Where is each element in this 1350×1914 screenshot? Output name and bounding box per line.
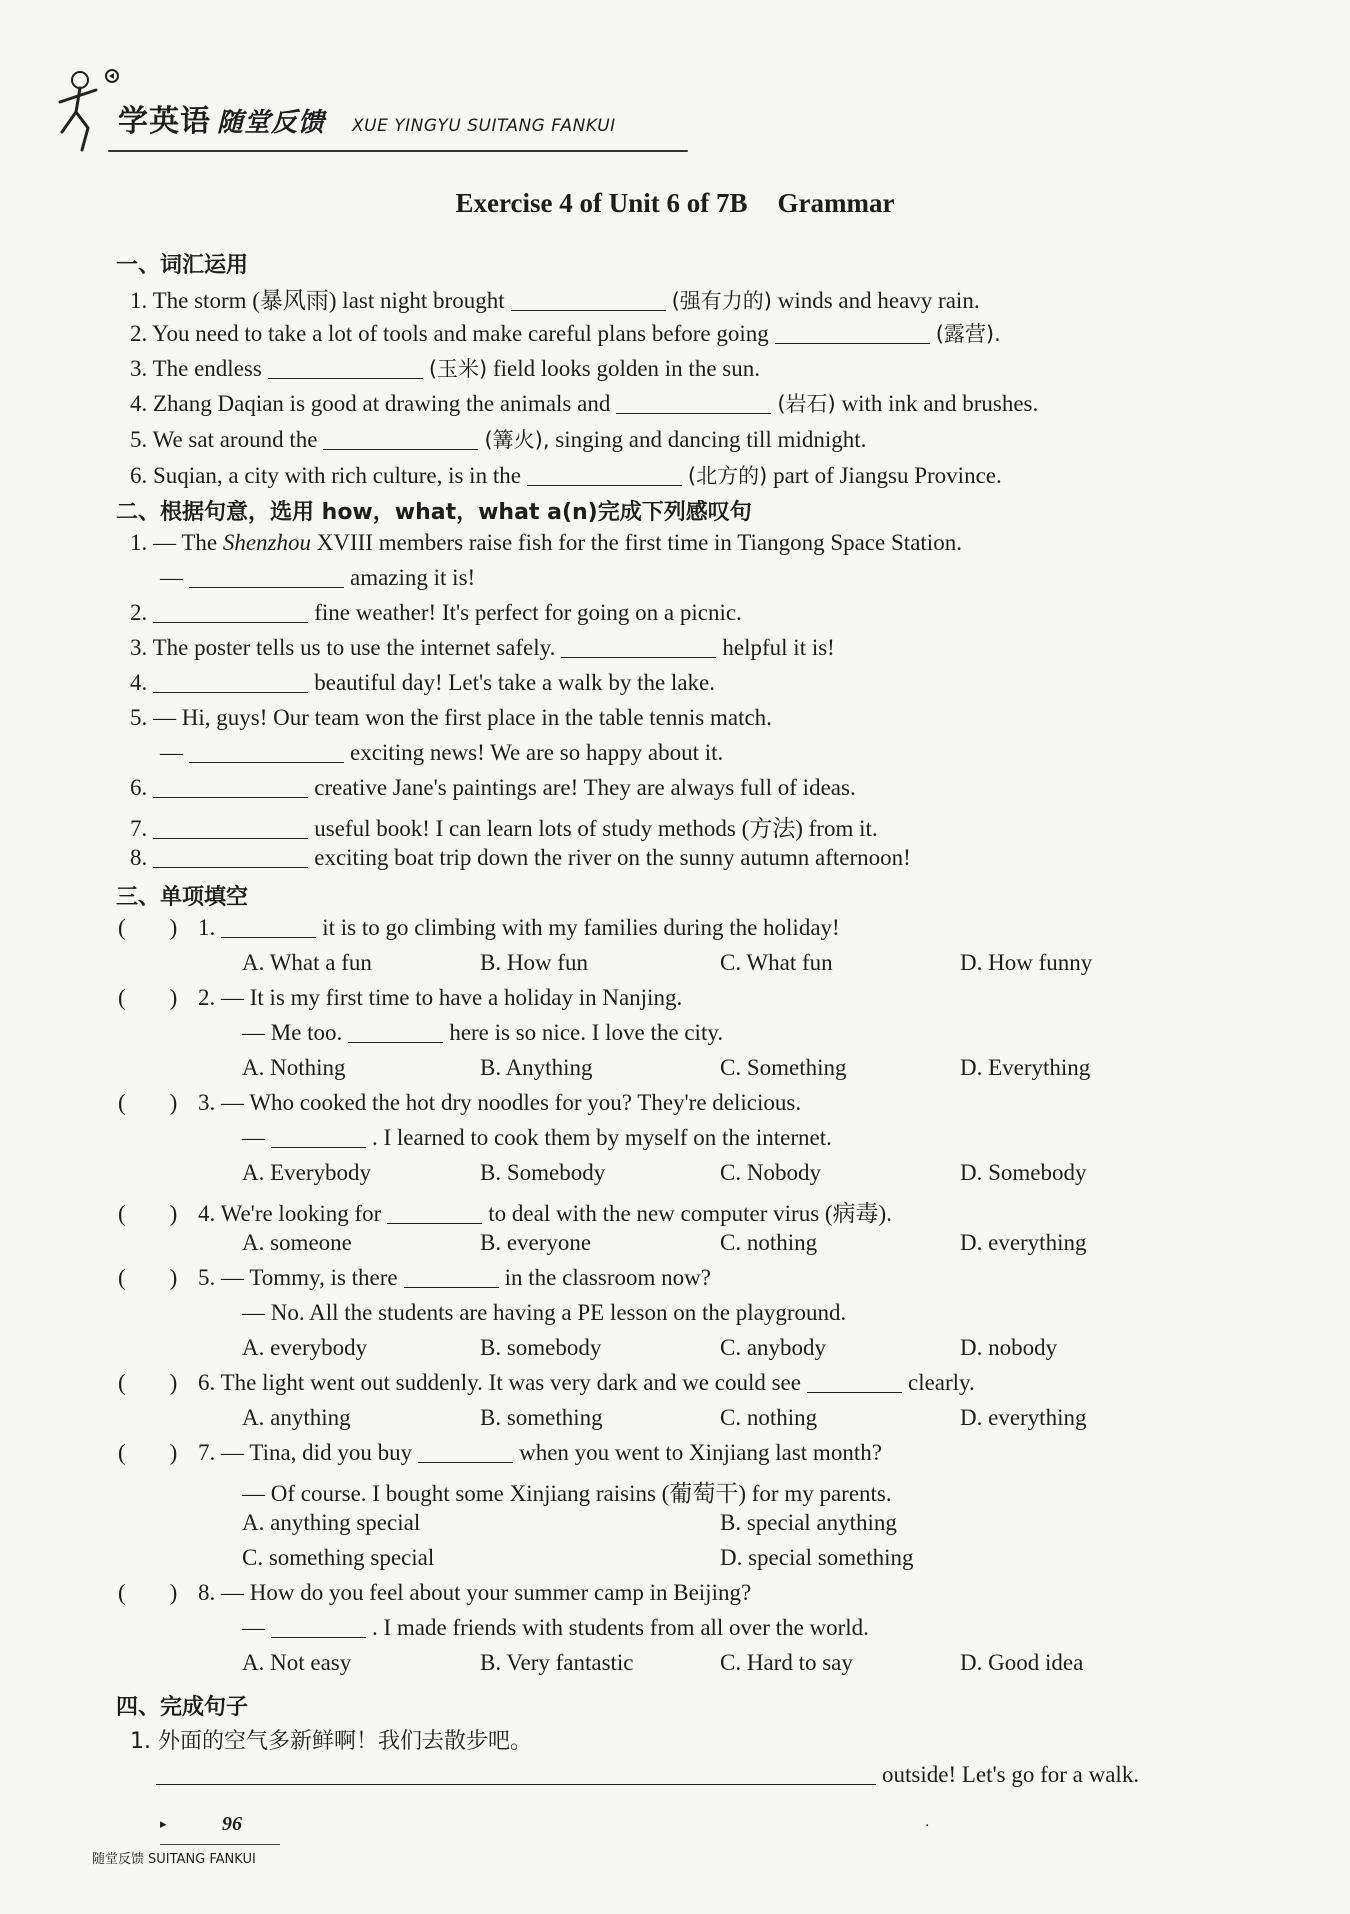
answer-paren[interactable]: ( ) xyxy=(118,1090,178,1115)
answer-blank[interactable] xyxy=(511,288,666,311)
mc-2-option-b[interactable]: B. Anything xyxy=(480,1055,593,1080)
answer-blank[interactable] xyxy=(156,1762,876,1785)
answer-paren[interactable]: ( ) xyxy=(118,1580,178,1605)
mc-5-option-d[interactable]: D. nobody xyxy=(960,1335,1058,1360)
exclaim-item-3: 3. The poster tells us to use the internet safely. helpful it is! xyxy=(130,635,835,660)
exclaim-item-1b: — amazing it is! xyxy=(160,565,476,590)
mc-1-option-c[interactable]: C. What fun xyxy=(720,950,833,975)
mc-question-2-reply: — Me too. here is so nice. I love the city. xyxy=(242,1020,724,1045)
answer-blank[interactable] xyxy=(189,565,344,588)
section-heading-1: 一、词汇运用 xyxy=(116,253,249,278)
footer-brand-pinyin: SUITANG FANKUI xyxy=(148,1852,256,1867)
mc-1-option-d[interactable]: D. How funny xyxy=(960,950,1093,975)
header-pinyin: XUE YINGYU SUITANG FANKUI xyxy=(352,116,616,136)
mc-question-6: ( ) 6. The light went out suddenly. It was very dark and we could see clearly. xyxy=(118,1370,975,1395)
answer-blank[interactable] xyxy=(527,463,682,486)
answer-blank[interactable] xyxy=(418,1440,513,1463)
mc-8-option-b[interactable]: B. Very fantastic xyxy=(480,1650,634,1675)
vocab-item-1: 1. The storm (暴风雨) last night brought (强有力的) winds and heavy rain. xyxy=(130,288,980,313)
mc-question-5-reply: — No. All the students are having a PE lesson on the playground. xyxy=(242,1300,847,1325)
title-topic: Grammar xyxy=(777,188,895,218)
mc-4-option-d[interactable]: D. everything xyxy=(960,1230,1087,1255)
answer-blank[interactable] xyxy=(221,915,316,938)
arrow-icon: ▸ xyxy=(160,1817,167,1832)
header-logo xyxy=(52,62,642,162)
vocab-item-5: 5. We sat around the (篝火), singing and dancing till midnight. xyxy=(130,427,867,452)
exclaim-item-7: 7. useful book! I can learn lots of study methods (方法) from it. xyxy=(130,816,878,841)
translate-item-1-answer: outside! Let's go for a walk. xyxy=(150,1762,1139,1788)
mc-question-8: ( ) 8. — How do you feel about your summer camp in Beijing? xyxy=(118,1580,752,1605)
answer-paren[interactable]: ( ) xyxy=(118,915,178,940)
vocab-item-4: 4. Zhang Daqian is good at drawing the animals and (岩石) with ink and brushes. xyxy=(130,391,1039,416)
mc-7-option-d[interactable]: D. special something xyxy=(720,1545,914,1570)
answer-blank[interactable] xyxy=(153,775,308,798)
answer-paren[interactable]: ( ) xyxy=(118,1201,178,1226)
answer-blank[interactable] xyxy=(561,635,716,658)
runner-icon xyxy=(52,62,122,162)
logo-main: 学英语 xyxy=(118,104,211,139)
footer-rule xyxy=(160,1844,280,1845)
vocab-item-2: 2. You need to take a lot of tools and make careful plans before going (露营). xyxy=(130,321,1001,346)
title-exercise: Exercise 4 of Unit 6 of 7B xyxy=(455,188,748,218)
footer-brand-cn: 随堂反馈 xyxy=(92,1852,145,1867)
answer-blank[interactable] xyxy=(323,427,478,450)
mc-2-option-a[interactable]: A. Nothing xyxy=(242,1055,346,1080)
answer-paren[interactable]: ( ) xyxy=(118,1440,178,1465)
exclaim-item-8: 8. exciting boat trip down the river on the sunny autumn afternoon! xyxy=(130,845,911,870)
header-rule xyxy=(108,150,688,152)
mc-5-option-a[interactable]: A. everybody xyxy=(242,1335,368,1360)
answer-blank[interactable] xyxy=(153,845,308,868)
mc-3-option-a[interactable]: A. Everybody xyxy=(242,1160,372,1185)
mc-4-option-c[interactable]: C. nothing xyxy=(720,1230,818,1255)
exclaim-item-5a: 5. — Hi, guys! Our team won the first place in the table tennis match. xyxy=(130,705,772,730)
mc-2-option-d[interactable]: D. Everything xyxy=(960,1055,1091,1080)
answer-blank[interactable] xyxy=(153,600,308,623)
exclaim-item-5b: — exciting news! We are so happy about it. xyxy=(160,740,724,765)
mc-4-option-a[interactable]: A. someone xyxy=(242,1230,352,1255)
mc-question-7-reply: — Of course. I bought some Xinjiang raisins (葡萄干) for my parents. xyxy=(242,1481,892,1506)
mc-6-option-b[interactable]: B. something xyxy=(480,1405,603,1430)
mc-7-option-c[interactable]: C. something special xyxy=(242,1545,435,1570)
exclaim-item-1a: 1. — The Shenzhou XVIII members raise fish for the first time in Tiangong Space Station. xyxy=(130,530,962,555)
answer-blank[interactable] xyxy=(268,356,423,379)
section-heading-4: 四、完成句子 xyxy=(116,1695,249,1720)
mc-1-option-a[interactable]: A. What a fun xyxy=(242,950,372,975)
mc-question-5: ( ) 5. — Tommy, is there in the classroom now? xyxy=(118,1265,711,1290)
answer-blank[interactable] xyxy=(153,816,308,839)
mc-8-option-d[interactable]: D. Good idea xyxy=(960,1650,1084,1675)
mc-question-4: ( ) 4. We're looking for to deal with the new computer virus (病毒). xyxy=(118,1201,892,1226)
exclaim-item-6: 6. creative Jane's paintings are! They are always full of ideas. xyxy=(130,775,856,800)
page-number: 96 xyxy=(222,1813,242,1835)
mc-1-option-b[interactable]: B. How fun xyxy=(480,950,588,975)
mc-5-option-b[interactable]: B. somebody xyxy=(480,1335,602,1360)
mc-4-option-b[interactable]: B. everyone xyxy=(480,1230,592,1255)
answer-blank[interactable] xyxy=(189,740,344,763)
footer-brand xyxy=(92,1848,256,1867)
mc-3-option-d[interactable]: D. Somebody xyxy=(960,1160,1087,1185)
exclaim-item-4: 4. beautiful day! Let's take a walk by the lake. xyxy=(130,670,715,695)
section-heading-2: 二、根据句意，选用 how，what，what a(n)完成下列感叹句 xyxy=(116,500,752,525)
answer-blank[interactable] xyxy=(775,321,930,344)
answer-blank[interactable] xyxy=(153,670,308,693)
mc-8-option-a[interactable]: A. Not easy xyxy=(242,1650,352,1675)
answer-blank[interactable] xyxy=(271,1615,366,1638)
mc-question-2: ( ) 2. — It is my first time to have a holiday in Nanjing. xyxy=(118,985,683,1010)
mc-6-option-c[interactable]: C. nothing xyxy=(720,1405,818,1430)
mc-5-option-c[interactable]: C. anybody xyxy=(720,1335,827,1360)
mc-6-option-d[interactable]: D. everything xyxy=(960,1405,1087,1430)
mc-6-option-a[interactable]: A. anything xyxy=(242,1405,351,1430)
mc-7-option-b[interactable]: B. special anything xyxy=(720,1510,897,1535)
translate-item-1-prompt: 1. 外面的空气多新鲜啊！我们去散步吧。 xyxy=(130,1729,532,1754)
mc-3-option-c[interactable]: C. Nobody xyxy=(720,1160,821,1185)
answer-blank[interactable] xyxy=(387,1201,482,1224)
answer-paren[interactable]: ( ) xyxy=(118,985,178,1010)
answer-blank[interactable] xyxy=(807,1370,902,1393)
answer-blank[interactable] xyxy=(348,1020,443,1043)
mc-7-option-a[interactable]: A. anything special xyxy=(242,1510,421,1535)
logo-sub: 随堂反馈 xyxy=(217,108,326,138)
answer-blank[interactable] xyxy=(404,1265,499,1288)
mc-question-1: ( ) 1. it is to go climbing with my families during the holiday! xyxy=(118,915,840,940)
stray-mark: · xyxy=(925,1818,930,1834)
exclaim-item-2: 2. fine weather! It's perfect for going on a picnic. xyxy=(130,600,742,625)
mc-question-8-reply: — . I made friends with students from all over the world. xyxy=(242,1615,869,1640)
mc-3-option-b[interactable]: B. Somebody xyxy=(480,1160,606,1185)
mc-question-7: ( ) 7. — Tina, did you buy when you went to Xinjiang last month? xyxy=(118,1440,882,1465)
mc-2-option-c[interactable]: C. Something xyxy=(720,1055,847,1080)
answer-blank[interactable] xyxy=(271,1125,366,1148)
vocab-item-6: 6. Suqian, a city with rich culture, is in the (北方的) part of Jiangsu Province. xyxy=(130,463,1002,488)
section-heading-3: 三、单项填空 xyxy=(116,885,249,910)
answer-paren[interactable]: ( ) xyxy=(118,1370,178,1395)
mc-question-3: ( ) 3. — Who cooked the hot dry noodles for you? They're delicious. xyxy=(118,1090,802,1115)
mc-question-3-reply: — . I learned to cook them by myself on the internet. xyxy=(242,1125,832,1150)
answer-paren[interactable]: ( ) xyxy=(118,1265,178,1290)
page-title xyxy=(0,188,1350,219)
mc-8-option-c[interactable]: C. Hard to say xyxy=(720,1650,853,1675)
answer-blank[interactable] xyxy=(616,391,771,414)
vocab-item-3: 3. The endless (玉米) field looks golden in the sun. xyxy=(130,356,760,381)
